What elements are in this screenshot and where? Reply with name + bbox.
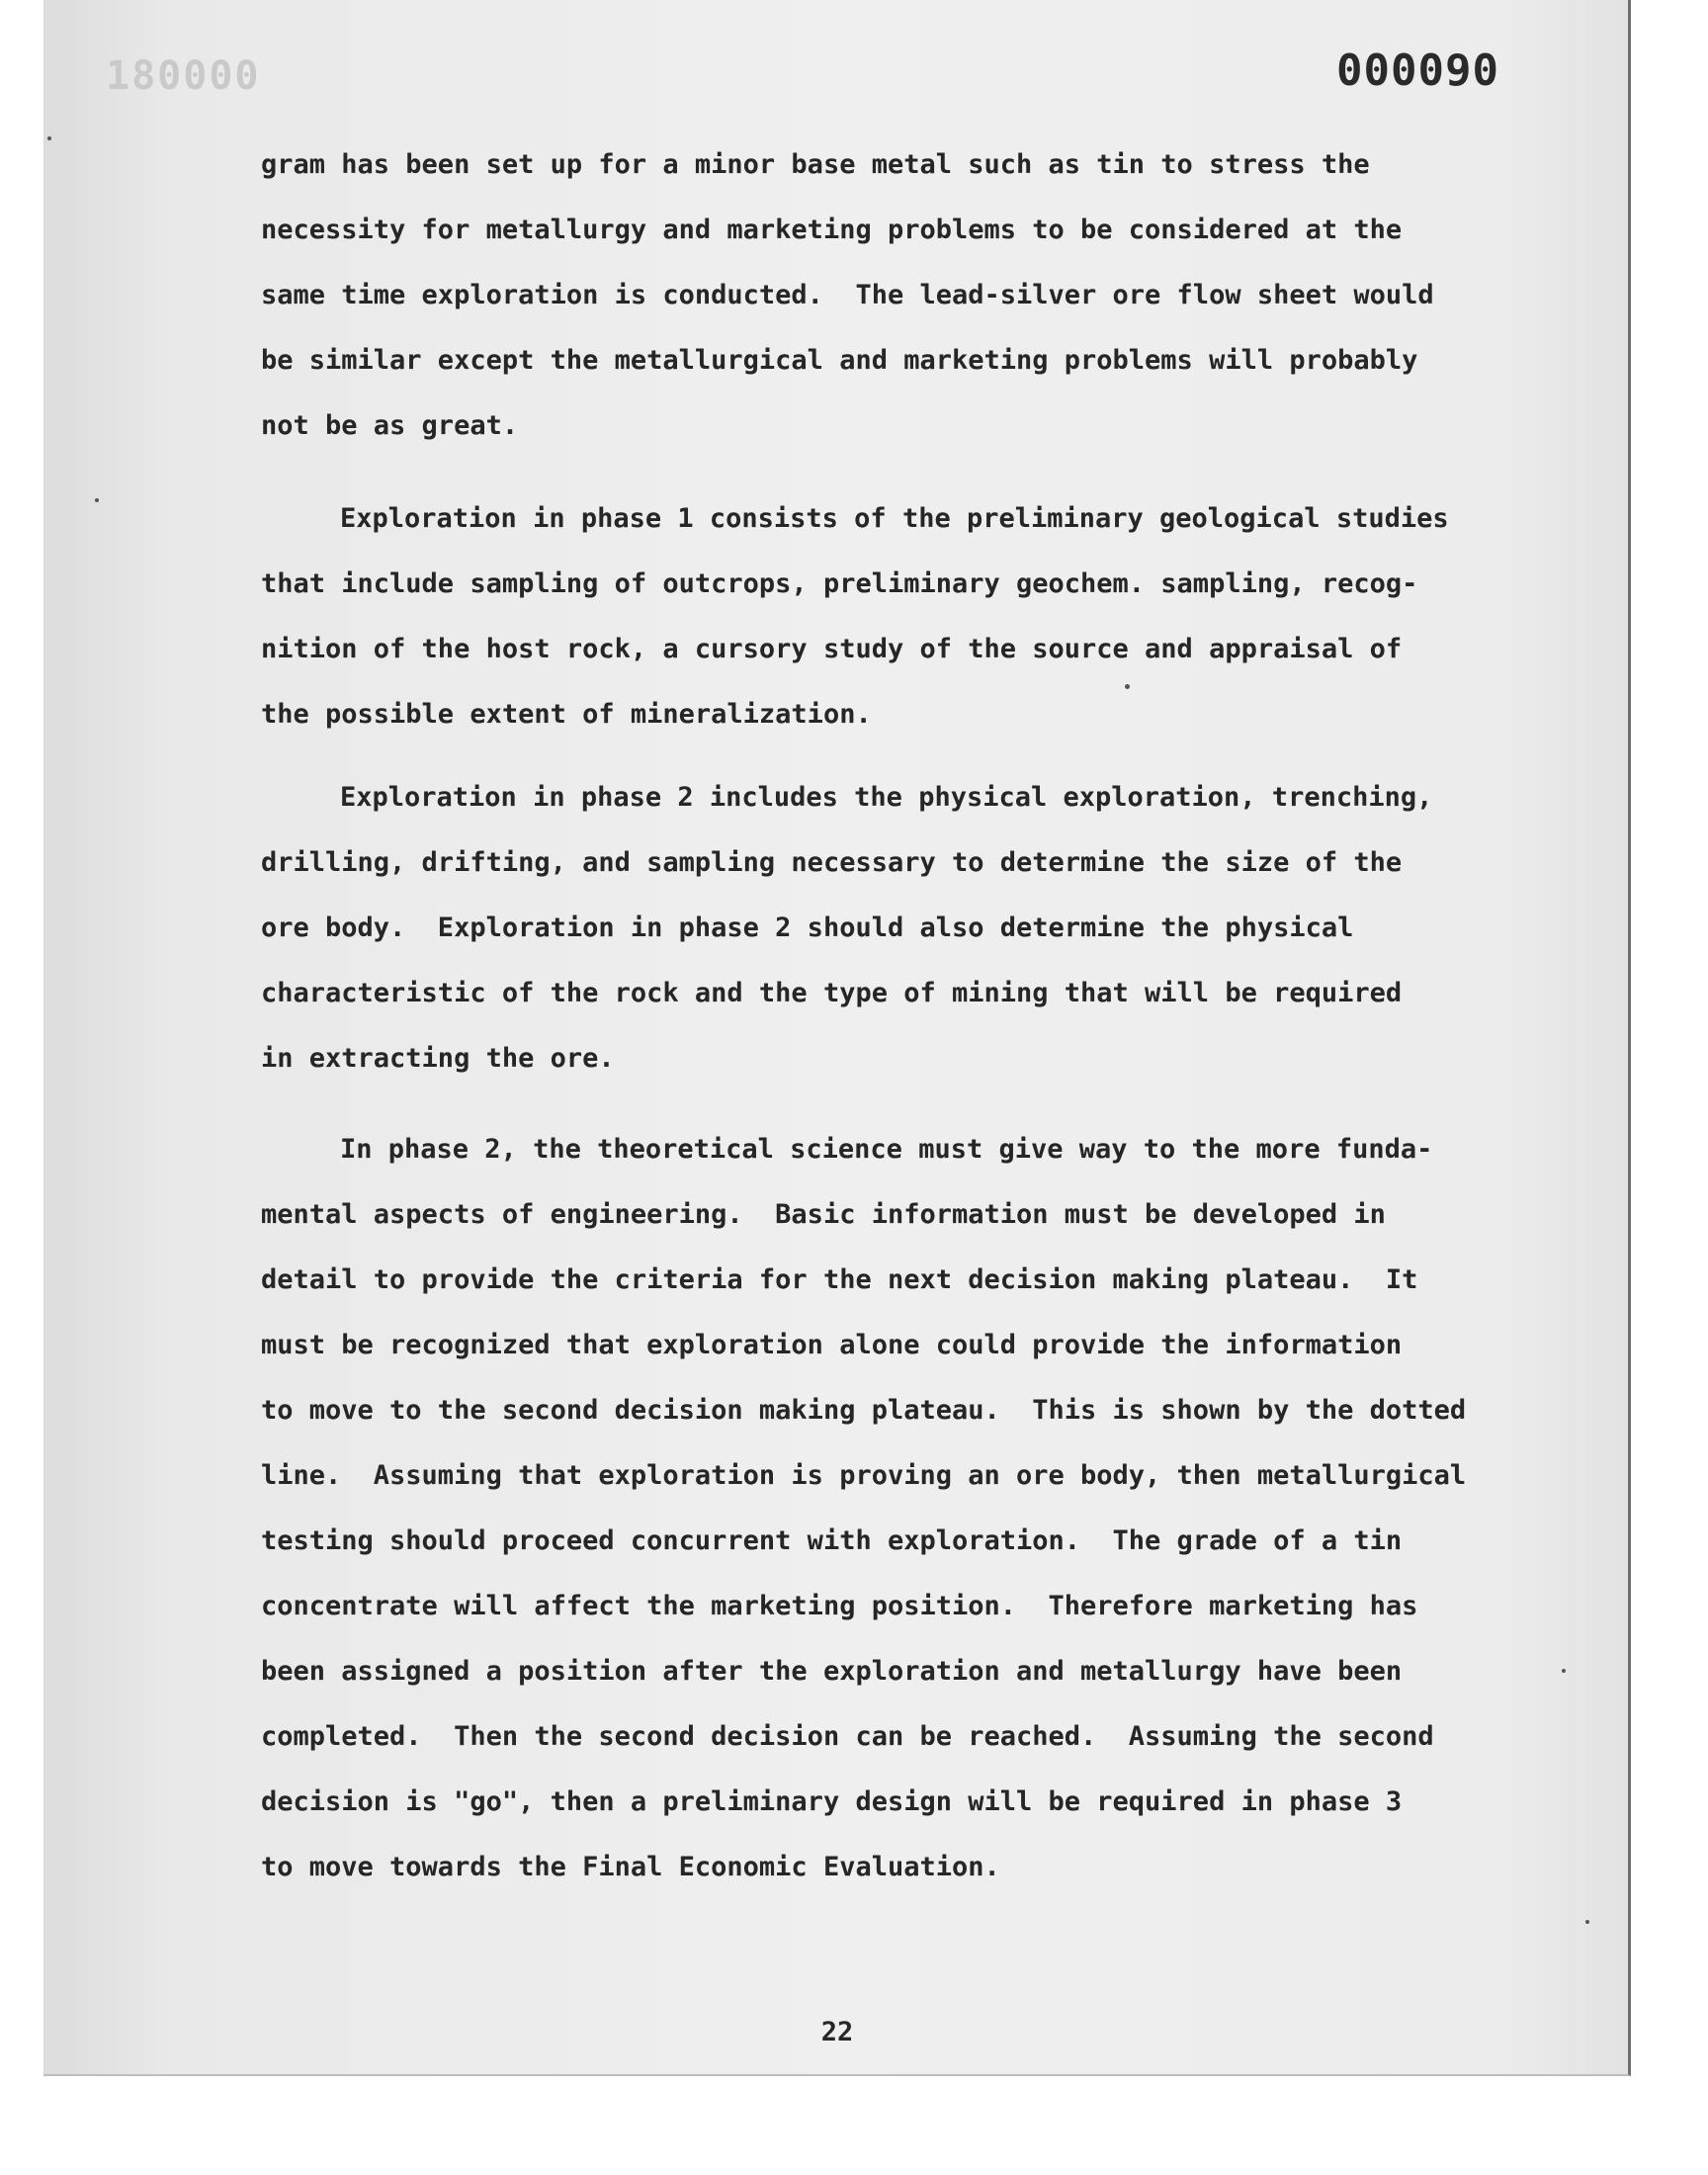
text-line: In phase 2, the theoretical science must give way to the more funda- xyxy=(340,1134,1433,1165)
text-line: necessity for metallurgy and marketing problems to be considered at the xyxy=(261,215,1403,245)
text-line: mental aspects of engineering. Basic information must be developed in xyxy=(261,1199,1386,1230)
text-line: to move to the second decision making plateau. This is shown by the dotted xyxy=(261,1395,1467,1426)
scan-speck xyxy=(1125,684,1130,689)
scan-speck xyxy=(1585,1920,1589,1924)
text-line: Exploration in phase 2 includes the physical exploration, trenching, xyxy=(340,782,1433,813)
text-line: testing should proceed concurrent with exploration. The grade of a tin xyxy=(261,1525,1403,1556)
paragraph-4 xyxy=(261,1117,1546,1900)
paragraph-1 xyxy=(261,132,1546,459)
page-number: 22 xyxy=(820,2017,854,2047)
scan-speck xyxy=(47,136,51,140)
text-line: be similar except the metallurgical and marketing problems will probably xyxy=(261,345,1418,376)
scan-speck xyxy=(95,498,99,502)
text-line: characteristic of the rock and the type of mining that will be required xyxy=(261,978,1403,1008)
text-line: nition of the host rock, a cursory study of the source and appraisal of xyxy=(261,634,1403,664)
text-line: been assigned a position after the exploration and metallurgy have been xyxy=(261,1656,1403,1687)
text-line: in extracting the ore. xyxy=(261,1043,615,1074)
text-line: same time exploration is conducted. The lead-silver ore flow sheet would xyxy=(261,280,1434,310)
document-number: 000090 xyxy=(1336,45,1499,96)
text-line: decision is "go", then a preliminary design will be required in phase 3 xyxy=(261,1786,1403,1817)
text-line: completed. Then the second decision can be reached. Assuming the second xyxy=(261,1721,1434,1752)
text-line: not be as great. xyxy=(261,410,519,441)
text-line: concentrate will affect the marketing position. Therefore marketing has xyxy=(261,1591,1418,1621)
paper-sheet xyxy=(43,0,1631,2076)
text-line: detail to provide the criteria for the next decision making plateau. It xyxy=(261,1264,1418,1295)
scan-speck xyxy=(1562,1669,1566,1673)
faded-bates-stamp: 180000 xyxy=(106,53,261,99)
text-line: the possible extent of mineralization. xyxy=(261,699,872,730)
text-line: that include sampling of outcrops, preliminary geochem. sampling, recog- xyxy=(261,568,1418,599)
text-line: drilling, drifting, and sampling necessary to determine the size of the xyxy=(261,847,1403,878)
text-line: line. Assuming that exploration is proving an ore body, then metallurgical xyxy=(261,1460,1467,1491)
text-line: gram has been set up for a minor base metal such as tin to stress the xyxy=(261,149,1370,180)
text-line: Exploration in phase 1 consists of the preliminary geological studies xyxy=(340,503,1449,534)
text-line: must be recognized that exploration alone could provide the information xyxy=(261,1330,1403,1360)
paragraph-3 xyxy=(261,765,1546,1091)
text-line: to move towards the Final Economic Evaluation. xyxy=(261,1852,1000,1882)
paragraph-2 xyxy=(261,486,1546,747)
text-line: ore body. Exploration in phase 2 should also determine the physical xyxy=(261,913,1354,943)
